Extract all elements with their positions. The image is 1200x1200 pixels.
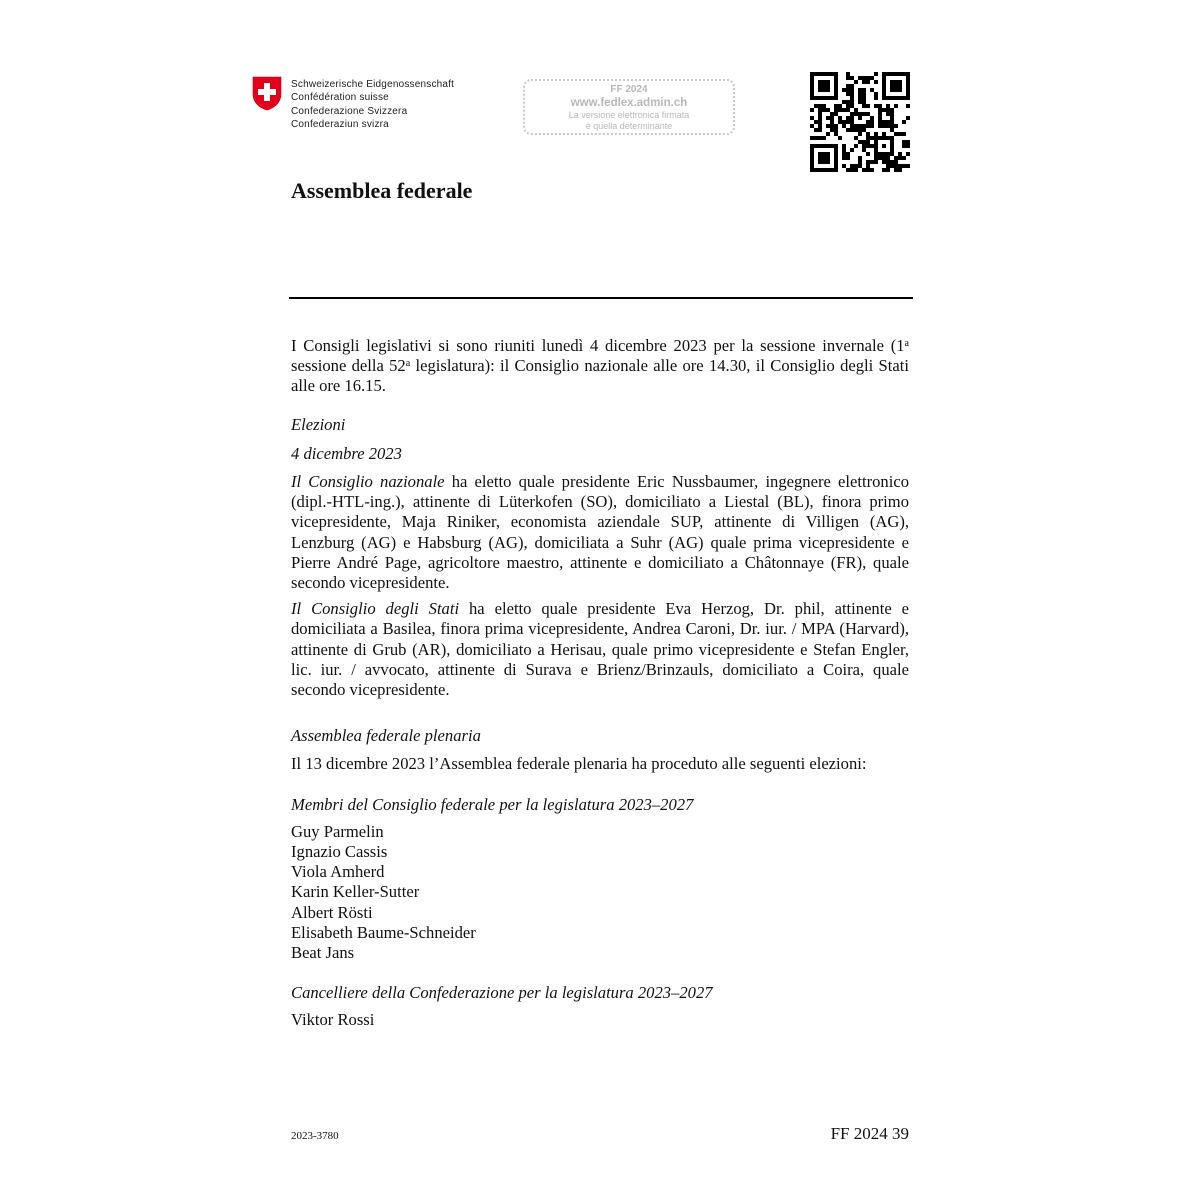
page-title: Assemblea federale <box>291 178 473 203</box>
federal-council-heading: Membri del Consiglio federale per la legislatura 2023–2027 <box>291 794 694 814</box>
member-name: Albert Rösti <box>291 902 373 922</box>
chancellor-heading: Cancelliere della Confederazione per la legislatura 2023–2027 <box>291 983 713 1003</box>
member-name: Elisabeth Baume-Schneider <box>291 922 476 942</box>
page-reference: FF 2024 39 <box>830 1124 909 1143</box>
states-council-name: Il Consiglio degli Stati <box>291 599 460 619</box>
stamp-line-2: www.fedlex.admin.ch <box>570 97 688 109</box>
plenary-text: Il 13 dicembre 2023 l’Assemblea federale plenaria ha proceduto alle seguenti elezioni: <box>291 754 867 774</box>
states-council-paragraph <box>291 599 909 700</box>
chancellor-name: Viktor Rossi <box>291 1010 375 1030</box>
confederation-name-rm: Confederaziun svizra <box>291 119 389 131</box>
stamp-line-4: è quella determinante <box>585 121 673 131</box>
confederation-name-fr: Confédération suisse <box>291 92 389 104</box>
plenary-heading: Assemblea federale plenaria <box>291 726 481 746</box>
intro-paragraph <box>291 336 909 397</box>
member-name: Ignazio Cassis <box>291 842 388 862</box>
member-name: Karin Keller-Sutter <box>291 882 420 902</box>
confederation-name-it: Confederazione Svizzera <box>291 105 408 117</box>
intro-text-part-1: I Consigli legislativi si sono riuniti lunedì 4 dicembre 2023 per la sessione invernale (1 <box>291 336 905 355</box>
stamp-line-1: FF 2024 <box>610 84 648 95</box>
national-council-paragraph <box>291 472 909 593</box>
national-council-name: Il Consiglio nazionale <box>291 472 445 492</box>
qr-code-icon <box>810 72 910 172</box>
national-council-text: ha eletto quale presidente Eric Nussbaumer, ingegnere elettronico (dipl.-HTL-ing.), attinente di Lüterkofen (SO), domiciliato a Liestal (BL), finora primo vicepresidente, Maja Riniker, economista aziendale SUP, attinente di Villigen (AG), Lenzburg (AG) e Habsburg (AG), domiciliata a Suhr (AG) quale prima vicepresidente e Pierre André Page, agricoltore maestro, attinente e domiciliato a Châtonnaye (FR), quale secondo vicepresidente. <box>291 472 909 593</box>
document-body <box>291 336 909 1031</box>
confederation-name-de: Schweizerische Eidgenossenschaft <box>291 79 455 90</box>
member-name: Viola Amherd <box>291 862 385 882</box>
states-council-text: ha eletto quale presidente Eva Herzog, Dr. phil, attinente e domiciliata a Basilea, finora prima vicepresidente, Andrea Caroni, Dr. iur. / MPA (Harvard), attinente di Grub (AR), domiciliato a Herisau, quale primo vicepresidente e Stefan Engler, lic. iur. / avvocato, attinente di Surava e Brienz/Brinzauls, domiciliato a Coira, quale secondo vicepresidente. <box>291 599 909 700</box>
swiss-coat-of-arms-icon <box>252 76 282 111</box>
elections-heading: Elezioni <box>291 414 346 434</box>
intro-superscript-1: a <box>904 338 909 349</box>
title-divider <box>289 297 913 299</box>
intro-superscript-2: a <box>405 358 411 370</box>
intro-text-part-3: legislatura): il Consiglio nazionale alle ore 14.30, il Consiglio degli Stati alle ore 16.15. <box>291 356 909 396</box>
stamp-line-3: La versione elettronica firmata <box>568 110 690 120</box>
elections-date: 4 dicembre 2023 <box>291 443 402 463</box>
document-number: 2023-3780 <box>291 1130 339 1142</box>
federal-council-members <box>291 822 909 963</box>
confederation-names <box>291 78 454 132</box>
member-name: Beat Jans <box>291 943 355 963</box>
intro-text-part-2: sessione della 52 <box>291 356 406 376</box>
member-name: Guy Parmelin <box>291 821 384 841</box>
electronic-version-stamp <box>523 79 735 135</box>
